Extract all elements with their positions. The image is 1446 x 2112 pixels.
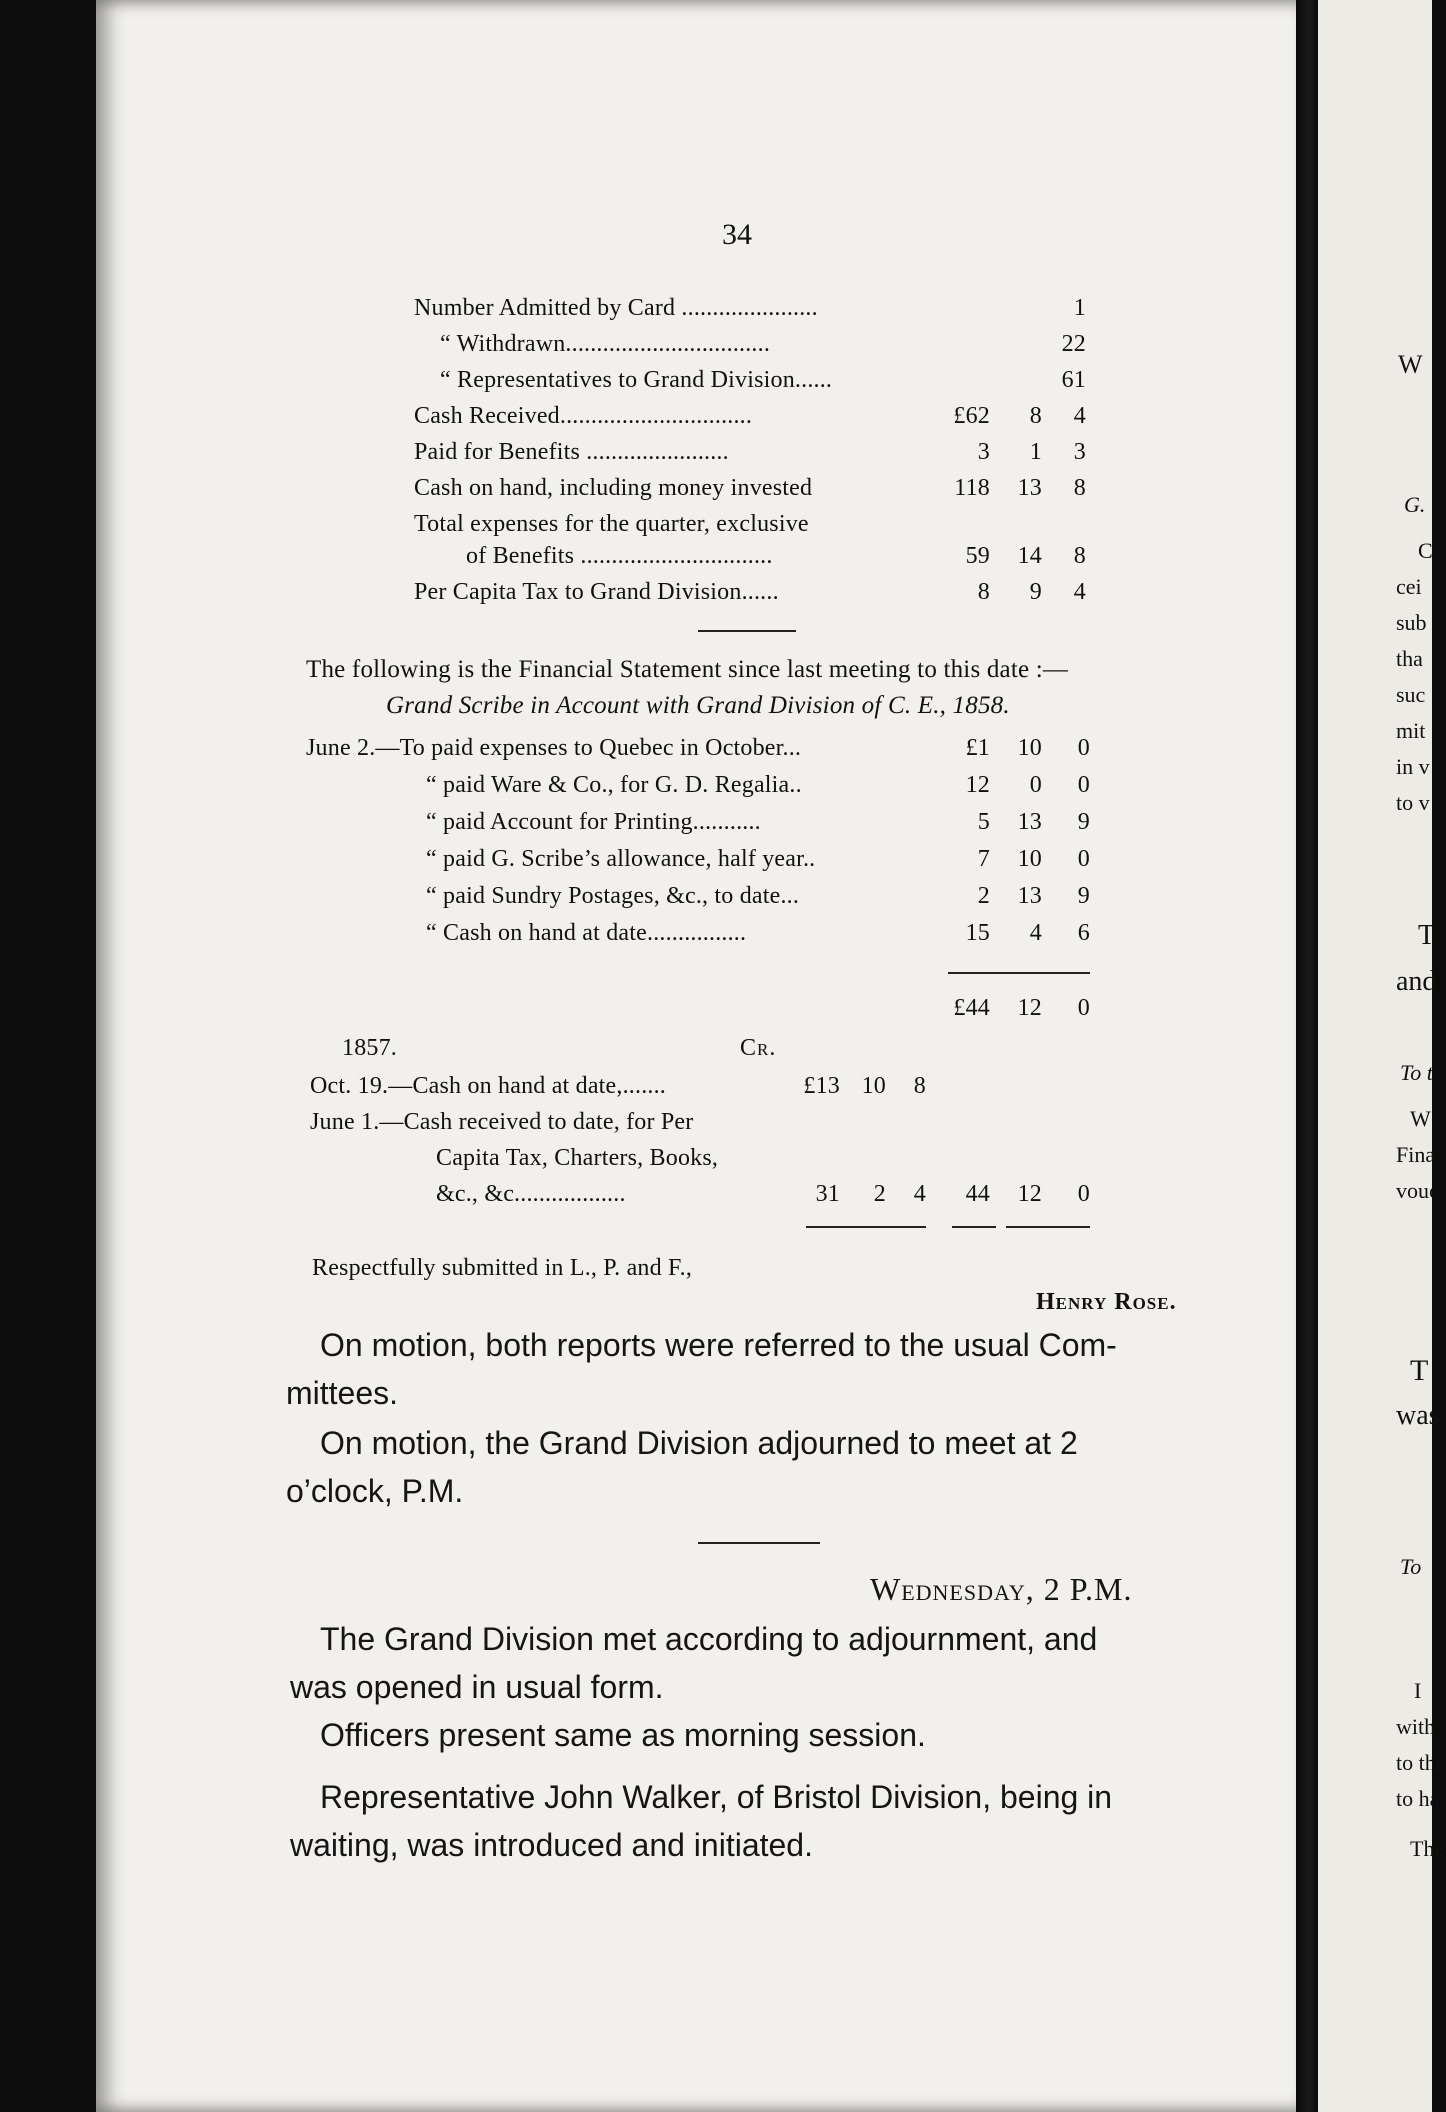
pence: 4 (913, 1181, 926, 1207)
facing-fragment: in v (1396, 754, 1430, 779)
pounds: 59 (965, 543, 990, 569)
submitted-line: Respectfully submitted in L., P. and F., (312, 1255, 693, 1281)
pence: 0 (1077, 846, 1090, 872)
credit-total-pounds: 44 (965, 1181, 990, 1207)
shillings: 13 (1017, 475, 1042, 501)
credit-label: Capita Tax, Charters, Books, (436, 1145, 719, 1171)
row-value: 1 (1073, 295, 1086, 321)
credit-year: 1857. (342, 1035, 397, 1061)
pence: 6 (1077, 920, 1090, 946)
debit-total-pence: 0 (1077, 995, 1090, 1021)
credit-total-pence: 0 (1077, 1181, 1090, 1207)
credit-label: &c., &c.................. (436, 1181, 626, 1207)
paragraph-line: On motion, both reports were referred to the usual Com- (320, 1327, 1117, 1363)
cash-label: Per Capita Tax to Grand Division...... (414, 579, 779, 605)
shillings: 4 (1029, 920, 1042, 946)
paragraph-line: waiting, was introduced and initiated. (290, 1827, 813, 1863)
debit-total-pounds: £44 (953, 995, 990, 1021)
credit-label: June 1.—Cash received to date, for Per (310, 1109, 694, 1135)
shillings: 0 (1029, 772, 1042, 798)
row-label: “ Representatives to Grand Division...... (440, 367, 833, 393)
pounds: 3 (977, 439, 990, 465)
pence: 0 (1077, 772, 1090, 798)
paragraph-line: Representative John Walker, of Bristol Division, being in (320, 1779, 1113, 1815)
account-title: Grand Scribe in Account with Grand Division of C. E., 1858. (386, 692, 1010, 719)
credit-label: Oct. 19.—Cash on hand at date,....... (310, 1073, 666, 1099)
shillings: 10 (861, 1073, 886, 1099)
pence: 8 (1073, 475, 1086, 501)
debit-label: June 2.—To paid expenses to Quebec in October... (306, 735, 802, 761)
pence: 3 (1073, 439, 1086, 465)
debit-label: “ paid G. Scribe’s allowance, half year.. (426, 846, 816, 872)
table-row (440, 362, 832, 398)
facing-fragment: to the (1396, 1750, 1446, 1775)
cash-label: of Benefits ............................... (466, 543, 773, 569)
pence: 8 (1073, 543, 1086, 569)
facing-fragment: sub (1396, 610, 1427, 635)
debit-total-shillings: 12 (1017, 995, 1042, 1021)
paragraph-line: o’clock, P.M. (286, 1473, 464, 1509)
divider (698, 1542, 820, 1544)
row-value: 61 (1061, 367, 1086, 393)
total-rule (948, 972, 1090, 974)
shillings: 13 (1017, 883, 1042, 909)
pounds: 12 (965, 772, 990, 798)
pounds: £13 (803, 1073, 840, 1099)
row-value: 22 (1061, 331, 1086, 357)
paragraph-line: was opened in usual form. (290, 1669, 664, 1705)
pounds: £1 (965, 735, 990, 761)
pounds: 8 (977, 579, 990, 605)
facing-fragment: and (1396, 966, 1437, 997)
pounds: 31 (815, 1181, 840, 1207)
total-rule (952, 1226, 996, 1228)
total-rule (1006, 1226, 1090, 1228)
cash-label: Cash Received............................... (414, 403, 753, 429)
paragraph-line: On motion, the Grand Division adjourned to meet at 2 (320, 1425, 1078, 1461)
pence: 4 (1073, 403, 1086, 429)
facing-fragment: To (1400, 1554, 1422, 1579)
row-label: “ Withdrawn................................. (440, 331, 771, 357)
pence: 9 (1077, 809, 1090, 835)
shillings: 8 (1029, 403, 1042, 429)
facing-fragment: I (1414, 1678, 1422, 1703)
shillings: 10 (1017, 735, 1042, 761)
credit-total-shillings: 12 (1017, 1181, 1042, 1207)
pounds: 118 (954, 475, 990, 501)
pounds: 15 (965, 920, 990, 946)
facing-fragment: T (1410, 1354, 1429, 1387)
facing-fragment: cei (1396, 574, 1422, 599)
signature: Henry Rose. (1036, 1289, 1177, 1315)
paragraph-line: mittees. (286, 1375, 399, 1411)
pounds: 5 (977, 809, 990, 835)
facing-fragment: was (1396, 1400, 1440, 1431)
cash-label: Total expenses for the quarter, exclusive (414, 511, 809, 537)
shillings: 13 (1017, 809, 1042, 835)
statement-intro: The following is the Financial Statement since last meeting to this date :— (306, 656, 1069, 683)
total-rule (806, 1226, 926, 1228)
pence: 4 (1073, 579, 1086, 605)
book-page (96, 0, 1312, 2112)
shillings: 2 (873, 1181, 886, 1207)
pounds: 2 (977, 883, 990, 909)
row-label: Number Admitted by Card ...................... (414, 295, 818, 321)
cash-label: Cash on hand, including money invested (414, 475, 813, 501)
facing-fragment: T (1418, 920, 1436, 951)
facing-fragment: tha (1396, 646, 1423, 671)
table-row (414, 290, 818, 326)
shillings: 10 (1017, 846, 1042, 872)
book-gutter (1296, 0, 1318, 2112)
debit-label: “ paid Ware & Co., for G. D. Regalia.. (426, 772, 802, 798)
debit-label: “ Cash on hand at date................ (426, 920, 747, 946)
facing-fragment: to v (1396, 790, 1430, 815)
facing-fragment: G. (1404, 492, 1426, 517)
paragraph-line: Officers present same as morning session. (320, 1717, 926, 1753)
facing-fragment: Fina (1396, 1142, 1436, 1167)
pence: 8 (913, 1073, 926, 1099)
page-number: 34 (722, 218, 752, 251)
divider (698, 630, 796, 632)
facing-fragment: The (1410, 1836, 1445, 1861)
section-heading: Wednesday, 2 P.M. (870, 1571, 1133, 1607)
credit-heading: Cr. (740, 1035, 777, 1061)
facing-fragment: mit (1396, 718, 1426, 743)
shillings: 9 (1029, 579, 1042, 605)
shillings: 1 (1029, 439, 1042, 465)
pence: 9 (1077, 883, 1090, 909)
facing-fragment: suc (1396, 682, 1426, 707)
facing-fragment: with (1396, 1714, 1436, 1739)
debit-label: “ paid Sundry Postages, &c., to date... (426, 883, 800, 909)
shillings: 14 (1017, 543, 1042, 569)
facing-fragment: to ha (1396, 1786, 1440, 1811)
paragraph-line: The Grand Division met according to adjournment, and (320, 1621, 1098, 1657)
debit-label: “ paid Account for Printing........... (426, 809, 761, 835)
facing-fragment: C (1418, 538, 1433, 563)
table-row (440, 326, 770, 362)
facing-fragment: W (1410, 1106, 1431, 1131)
facing-fragment: W (1398, 350, 1423, 379)
facing-page-edge (1318, 0, 1446, 2112)
pounds: 7 (977, 846, 990, 872)
pounds: £62 (953, 403, 990, 429)
cash-label: Paid for Benefits ....................... (414, 439, 729, 465)
facing-fragment: To t (1400, 1060, 1433, 1085)
pence: 0 (1077, 735, 1090, 761)
facing-fragment: vouc (1396, 1178, 1439, 1203)
